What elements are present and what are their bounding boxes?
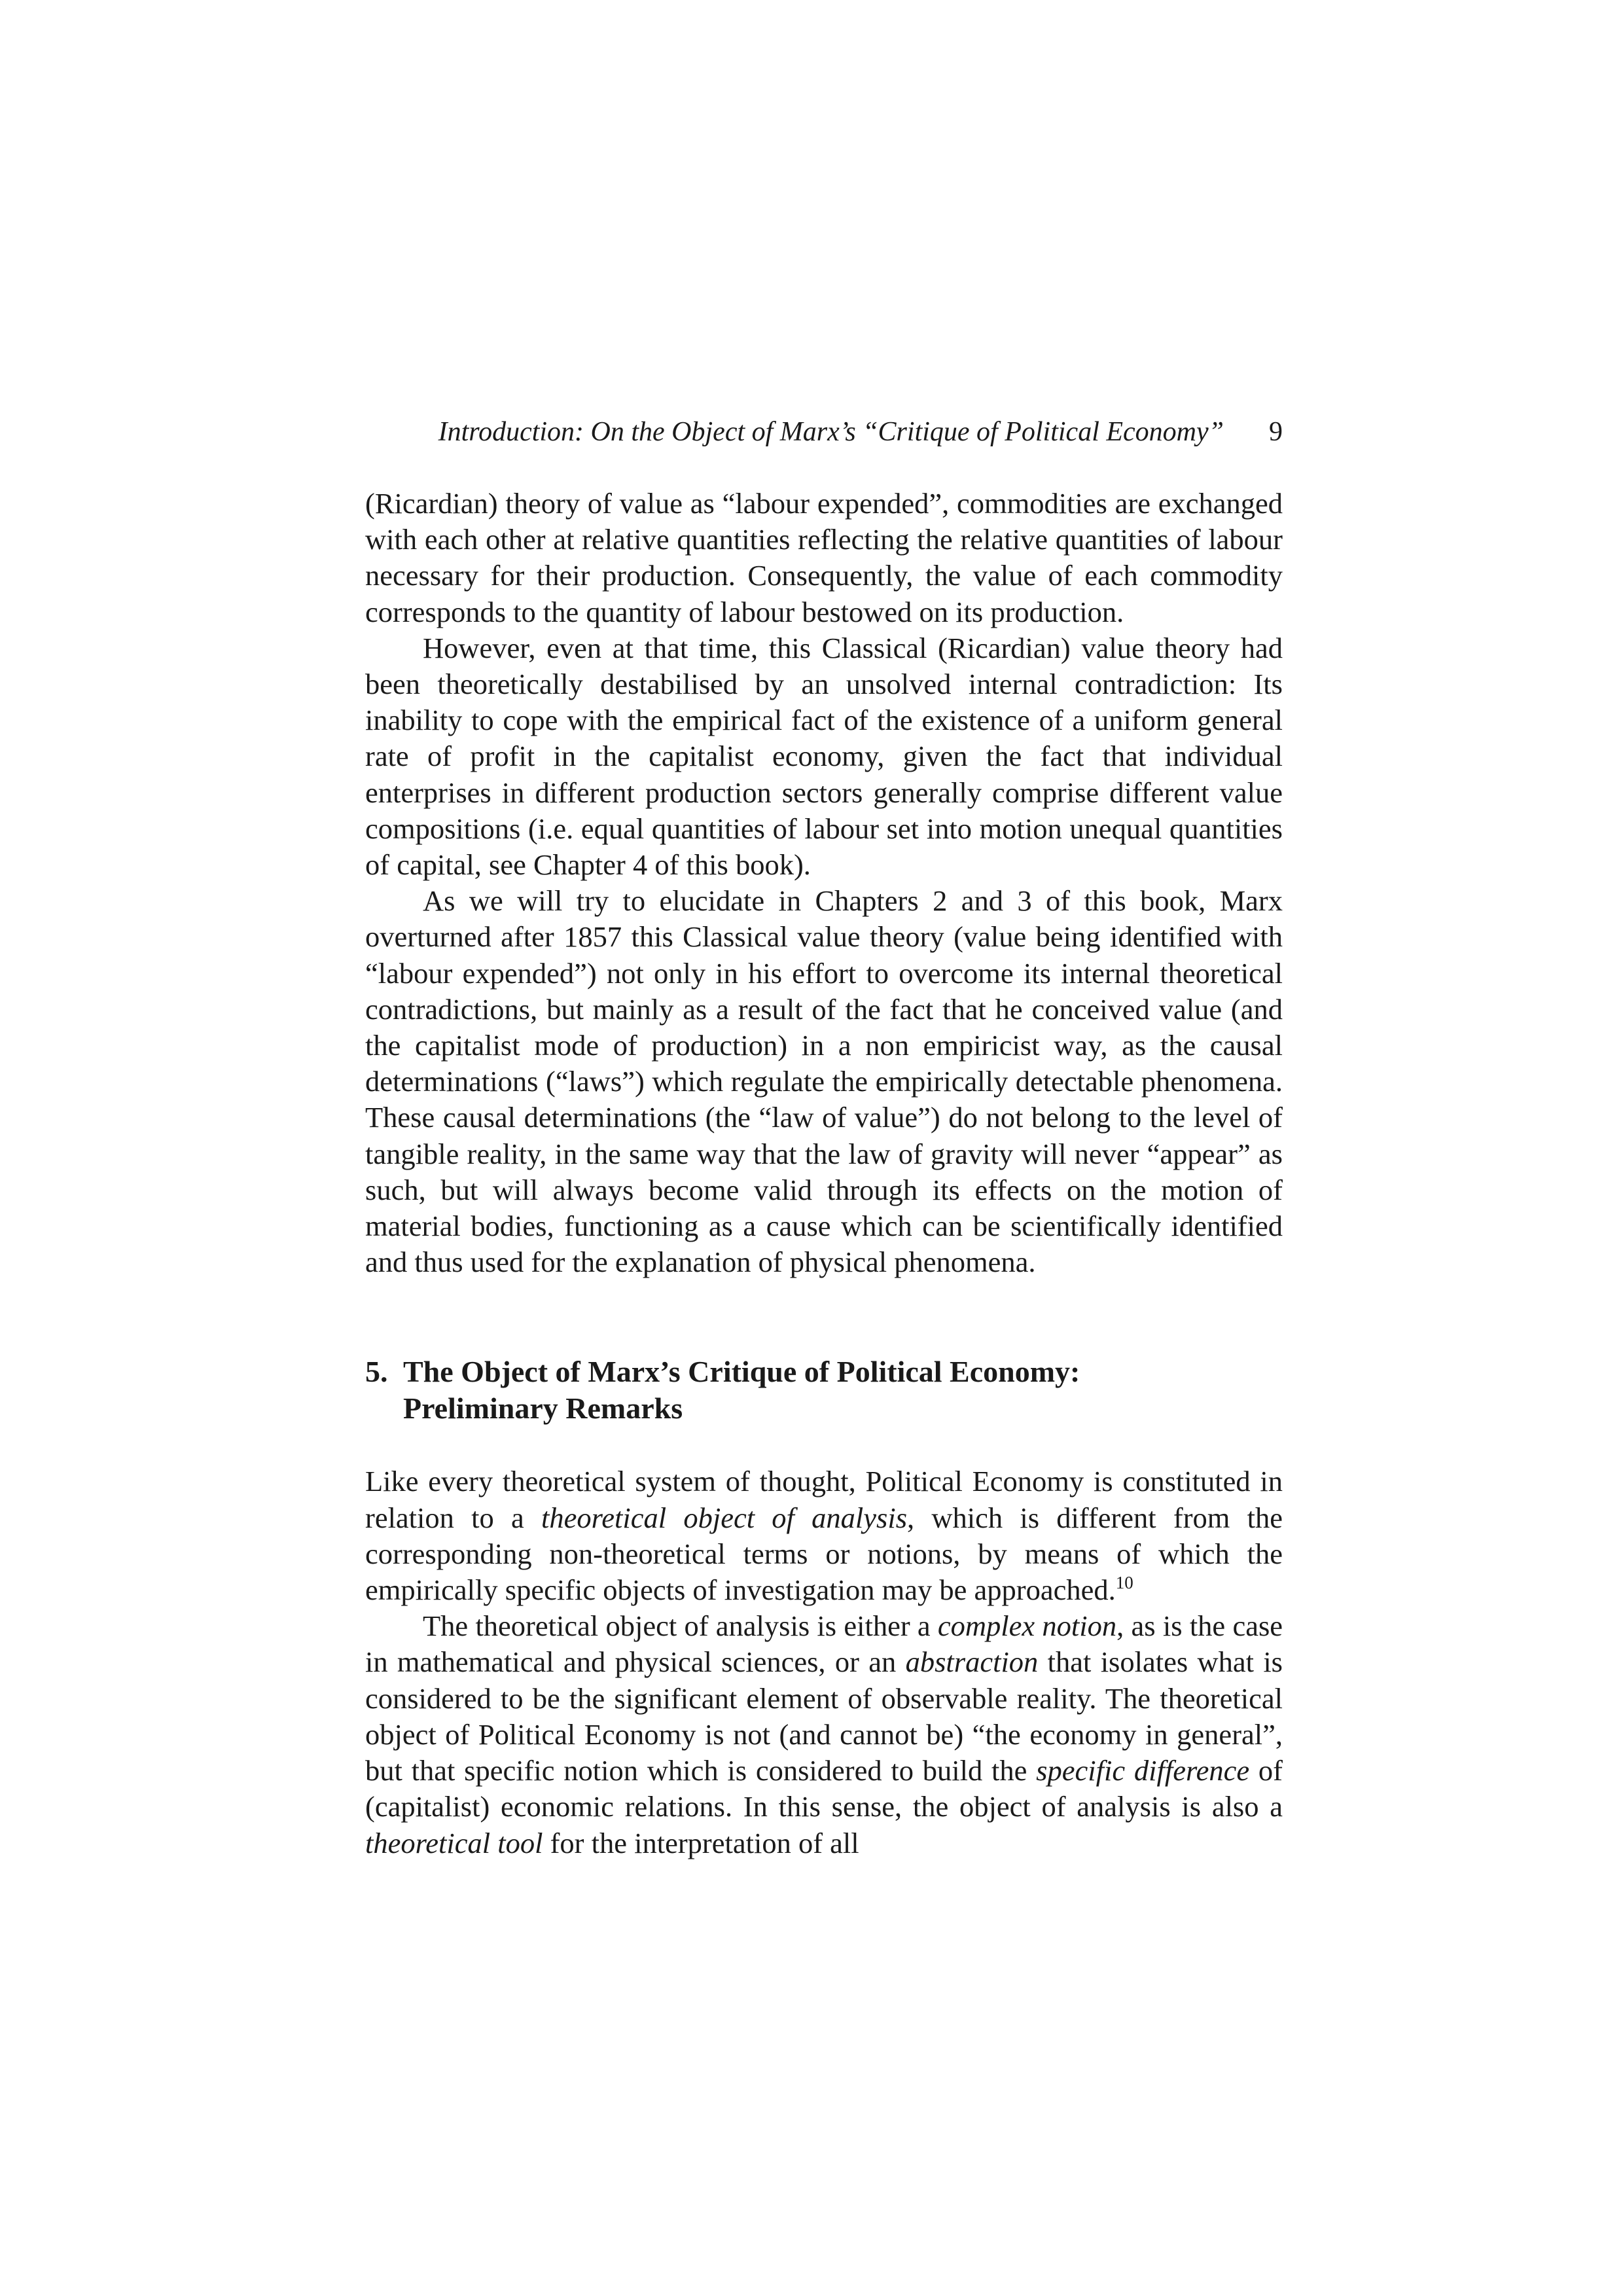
emphasis-text: theoretical object of analysis <box>541 1501 908 1534</box>
emphasis-text: abstraction <box>905 1645 1039 1679</box>
paragraph-ricardian-contradiction: However, even at that time, this Classical (Ricardian) value theory had been theoretically destabilised by an unsolved internal contradiction: Its inability to cope with the empirical fact of the existence of a uniform general rate of profit in the capitalist economy, given the fact that individual enterprises in different production sectors generally comprise different value compositions (i.e. equal quantities of labour set into motion unequal quantities of capital, see Chapter 4 of this book). <box>365 631 1283 882</box>
book-page <box>365 412 1283 1861</box>
emphasis-text: complex notion <box>937 1609 1117 1643</box>
emphasis-text: specific difference <box>1036 1754 1250 1787</box>
text-run: , as is the case in mathematical and physical sciences, or an <box>365 1609 1283 1679</box>
paragraph-marx-value-theory: As we will try to elucidate in Chapters 2 and 3 of this book, Marx overturned after 1857 this Classical value theory (value being identified with “labour expended”) not only in his effort to overcome its internal theoretical contradictions, but mainly as a result of the fact that he conceived value (and the capitalist mode of production) in a non empiricist way, as the causal determinations (“laws”) which regulate the empirically detectable phenomena. These causal determinations (the “law of value”) do not belong to the level of tangible reality, in the same way that the law of gravity will never “appear” as such, but will always become valid through its effects on the motion of material bodies, functioning as a cause which can be scientifically identified and thus used for the explanation of physical phenomena. <box>365 884 1283 1279</box>
running-head <box>365 412 1283 452</box>
text-run: , which is different from the corresponding non-theoretical terms or notions, by means of which the empirically specific objects of investigation may be approached. <box>365 1501 1283 1607</box>
text-run: The theoretical object of analysis is either a <box>423 1609 938 1643</box>
section-heading <box>365 1354 1283 1427</box>
text-run: for the interpretation of all <box>543 1826 859 1859</box>
section-title-line-2: Preliminary Remarks <box>403 1391 683 1426</box>
text-run: Like every theoretical system of thought, Political Economy is constituted in relation to a <box>365 1465 1283 1534</box>
running-head-title: Introduction: On the Object of Marx’s “Critique of Political Economy” <box>438 417 1224 447</box>
page-number: 9 <box>1269 417 1283 447</box>
body-text <box>365 486 1283 1861</box>
section-title <box>403 1354 1283 1427</box>
section-number: 5. <box>365 1355 388 1389</box>
text-run: of (capitalist) economic relations. In this sense, the object of analysis is also a <box>365 1754 1283 1823</box>
footnote-reference[interactable]: 10 <box>1115 1573 1133 1593</box>
paragraph-theoretical-object <box>365 1463 1283 1608</box>
paragraph-object-of-analysis <box>365 1608 1283 1861</box>
paragraph-continued: (Ricardian) theory of value as “labour expended”, commodities are exchanged with each other at relative quantities reflecting the relative quantities of labour necessary for their production. Consequently, the value of each commodity corresponds to the quantity of labour bestowed on its production. <box>365 487 1283 628</box>
section-title-line-1: The Object of Marx’s Critique of Political Economy: <box>403 1355 1080 1389</box>
emphasis-text: theoretical tool <box>365 1826 543 1859</box>
text-run: that isolates what is considered to be the significant element of observable reality. The theoretical object of Political Economy is not (and cannot be) “the economy in general”, but that specific notion which is considered to build the <box>365 1645 1283 1787</box>
